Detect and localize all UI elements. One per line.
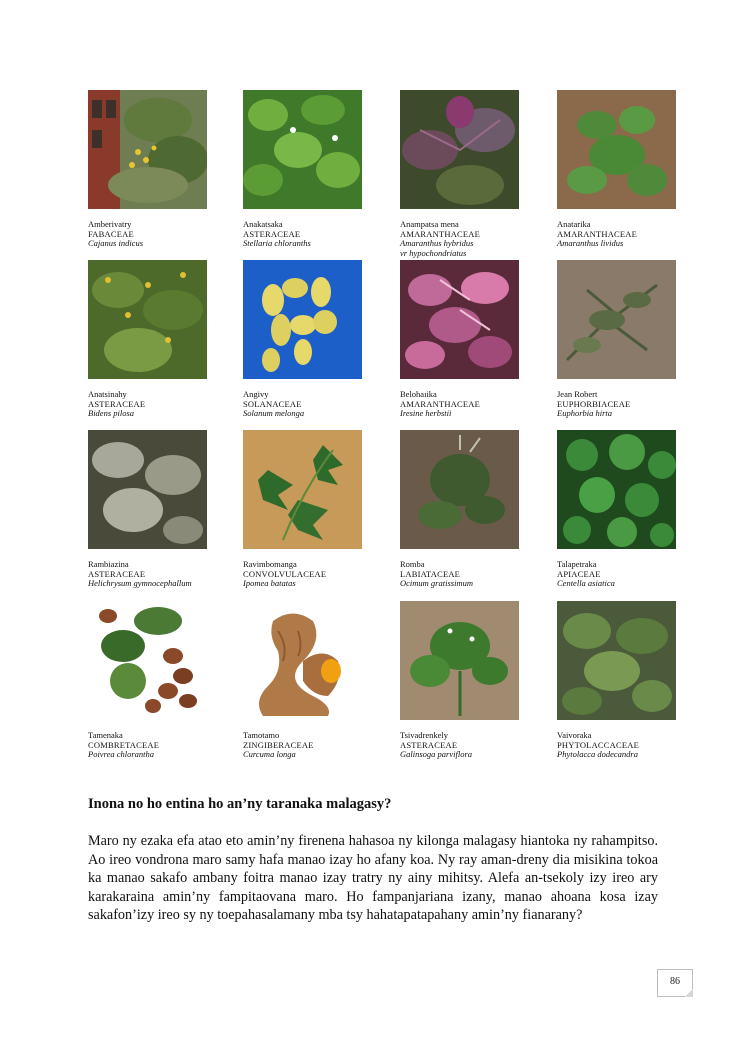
- plant-family: AMARANTHACEAE: [400, 398, 481, 409]
- page-number: 86: [657, 969, 693, 997]
- plant-latin-name: Stellaria chloranths: [243, 238, 311, 248]
- plant-family: EUPHORBIACEAE: [557, 398, 631, 409]
- plant-family: CONVOLVULACEAE: [243, 568, 327, 579]
- plant-latin-name: Bidens pilosa: [88, 408, 135, 418]
- plant-latin-name: Solanum melonga: [243, 408, 305, 418]
- plant-card: [243, 90, 365, 249]
- plant-family: ASTERACEAE: [243, 228, 301, 239]
- plant-common-name: Jean Robert: [557, 389, 598, 399]
- plant-common-name: Angivy: [243, 389, 269, 399]
- centella-photo: [557, 430, 676, 549]
- red-amaranth-photo: [400, 90, 519, 209]
- plant-latin-name: Euphorbia hirta: [557, 408, 613, 418]
- plant-common-name: Tamotamo: [243, 730, 280, 740]
- plant-common-name: Anampatsa mena: [400, 219, 459, 229]
- phytolacca-photo: [557, 601, 676, 720]
- pigeon-pea-photo: [88, 90, 207, 209]
- plant-common-name: Tsivadrenkely: [400, 730, 449, 740]
- plant-family: COMBRETACEAE: [88, 739, 160, 750]
- plant-latin-name: Poivrea chlorantha: [88, 749, 155, 759]
- plant-family: AMARANTHACEAE: [400, 228, 481, 239]
- plant-common-name: Amberivatry: [88, 219, 132, 229]
- ocimum-photo: [400, 430, 519, 549]
- solanum-fruits-photo: [243, 260, 362, 379]
- plant-card: [88, 90, 210, 249]
- plant-card: [557, 601, 679, 760]
- plant-card: [400, 430, 522, 589]
- plant-family: ASTERACEAE: [400, 739, 458, 750]
- plant-card: [557, 430, 679, 589]
- section-heading: Inona no ho entina ho an’ny taranaka malagasy?: [88, 796, 392, 812]
- plant-family: APIACEAE: [557, 568, 601, 579]
- amaranth-photo: [557, 90, 676, 209]
- plant-latin-variety: vr hypochondriatus: [400, 247, 467, 258]
- plant-card: [88, 260, 210, 419]
- body-paragraph: Maro ny ezaka efa atao eto amin’ny firenena hahasoa ny kilonga malagasy hiantoka ny rahampitso. Ao ireo vondrona maro samy hafa manao izay ho afany koa. Ny ray aman-dreny dia misikina tokoa ka manao sakafo ambany foitra manao izay tratry ny ainy mihitsy. Alefa an-tsekoly izy ireo ary karakaraina amin’ny fampitaovana maro. Ho fampanjariana izany, manao ahoana kosa izay sakafon’izy ireo sy ny toepahasalamany mba tsy hahatapatapahany amin’ny fianarany?: [88, 833, 658, 924]
- plant-latin-name: Galinsoga parviflora: [400, 749, 473, 759]
- plant-family: FABACEAE: [88, 228, 134, 239]
- plant-latin-name: Centella asiatica: [557, 578, 615, 588]
- plant-card: [557, 90, 679, 249]
- plant-common-name: Talapetraka: [557, 559, 597, 569]
- plant-latin-name: Ipomea batatas: [243, 578, 296, 588]
- plant-common-name: Belohaıika: [400, 389, 437, 399]
- plant-common-name: Vaivoraka: [557, 730, 592, 740]
- plant-common-name: Ravimbomanga: [243, 559, 297, 569]
- plant-latin-name: Ocimum gratissimum: [400, 578, 473, 588]
- bidens-photo: [88, 260, 207, 379]
- plant-common-name: Rambiazina: [88, 559, 129, 569]
- plant-latin-name: Phytolacca dodecandra: [557, 749, 638, 759]
- plant-family: ZINGIBERACEAE: [243, 739, 314, 750]
- plant-family: PHYTOLACCACEAE: [557, 739, 639, 750]
- euphorbia-photo: [557, 260, 676, 379]
- galinsoga-photo: [400, 601, 519, 720]
- plant-common-name: Anatarika: [557, 219, 591, 229]
- plant-card: [243, 260, 365, 419]
- plant-card: [243, 430, 365, 589]
- plant-common-name: Romba: [400, 559, 425, 569]
- plant-family: SOLANACEAE: [243, 398, 302, 409]
- poivrea-photo: [88, 601, 207, 720]
- plant-common-name: Anatsinahy: [88, 389, 127, 399]
- stellaria-photo: [243, 90, 362, 209]
- plant-card: [400, 260, 522, 419]
- plant-family: AMARANTHACEAE: [557, 228, 638, 239]
- turmeric-photo: [243, 601, 362, 720]
- plant-latin-name: Helichrysum gymnocephallum: [88, 578, 192, 588]
- plant-latin-name: Amaranthus hybridus: [400, 238, 474, 248]
- plant-family: LABIATACEAE: [400, 568, 461, 579]
- plant-family: ASTERACEAE: [88, 398, 146, 409]
- plant-common-name: Anakatsaka: [243, 219, 283, 229]
- plant-card: [557, 260, 679, 419]
- plant-card: [400, 90, 522, 258]
- plant-card: [400, 601, 522, 760]
- plant-latin-name: Amaranthus lividus: [557, 238, 624, 248]
- plant-card: [243, 601, 365, 760]
- plant-family: ASTERACEAE: [88, 568, 146, 579]
- sweet-potato-leaf-photo: [243, 430, 362, 549]
- plant-latin-name: Cajanus indicus: [88, 238, 144, 248]
- helichrysum-photo: [88, 430, 207, 549]
- plant-card: [88, 430, 210, 589]
- plant-common-name: Tamenaka: [88, 730, 123, 740]
- plant-card: [88, 601, 210, 760]
- plant-latin-name: Iresine herbstii: [400, 408, 452, 418]
- iresine-photo: [400, 260, 519, 379]
- plant-latin-name: Curcuma longa: [243, 749, 296, 759]
